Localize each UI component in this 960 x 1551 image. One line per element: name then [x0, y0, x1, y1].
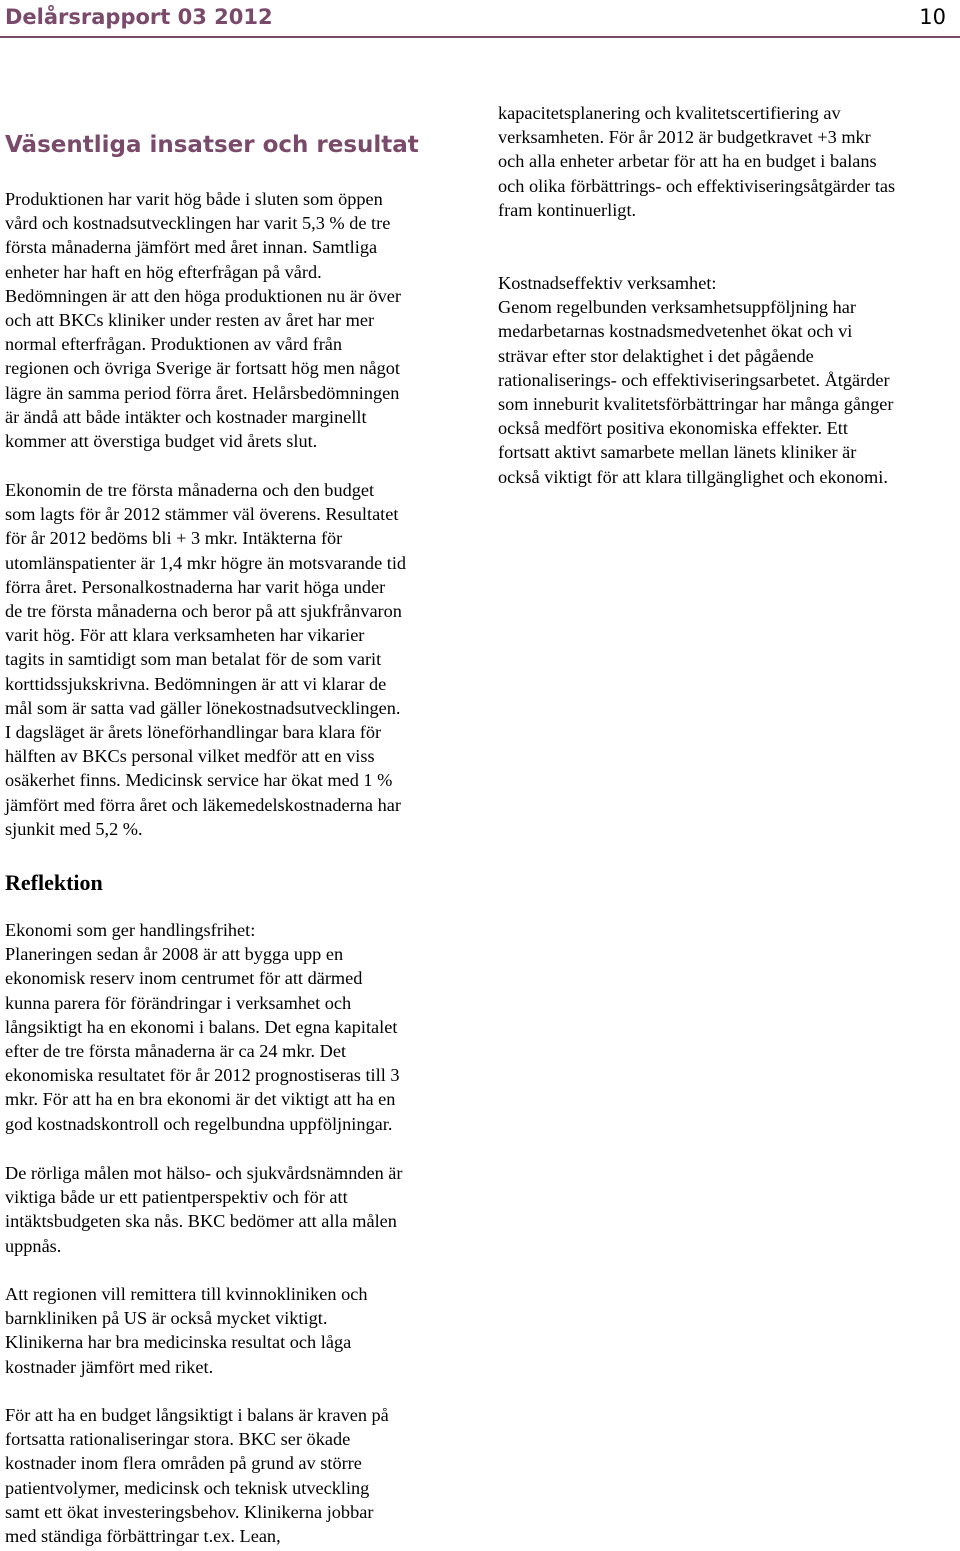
paragraph-cost-effective: Kostnadseffektiv verksamhet: Genom regelbunden verksamhetsuppföljning har medarbetarnas kostnadsmedvetenhet ökat och vi strävar efter stor delaktighet i det pågående rationaliserings- och effektiviseringsarbetet. Åtgärder som inneburit kvalitetsförbättringar har många gånger också medfört positiva ekonomiska effekter. Ett fortsatt aktivt samarbete mellan länets kliniker är också viktigt för att klara tillgänglighet och ekonomi. [498, 273, 894, 487]
report-title: Delårsrapport 03 2012 [5, 5, 273, 29]
section-title: Väsentliga insatser och resultat [5, 132, 419, 158]
paragraph-goals: De rörliga målen mot hälso- och sjukvårdsnämnden är viktiga både ur ett patientperspektiv och för att intäktsbudgeten ska nås. BKC bedömer att alla målen uppnås. [5, 1163, 403, 1256]
paragraph-production: Produktionen har varit hög både i sluten som öppen vård och kostnadsutvecklingen har varit 5,3 % de tre första månaderna jämfört med året innan. Samtliga enheter har haft en hög efterfrågan på vård. Bedömningen är att den höga produktionen nu är över och att BKCs kliniker under resten av året har mer normal efterfrågan. Produktionen av vård från regionen och övriga Sverige är fortsatt hög men något lägre än samma period förra året. Helårsbedömningen är ändå att både intäkter och kostnader marginellt kommer att överstiga budget vid årets slut. [5, 189, 401, 452]
paragraph-capacity-planning: kapacitetsplanering och kvalitetscertifiering av verksamheten. För år 2012 är budgetkravet +3 mkr och alla enheter arbetar för att ha en budget i balans och olika förbättrings- och effektiviseringsåtgärder tas fram kontinuerligt. [498, 103, 896, 220]
reflection-heading: Reflektion [5, 870, 103, 895]
paragraph-economy: Ekonomin de tre första månaderna och den budget som lagts för år 2012 stämmer väl överens. Resultatet för år 2012 bedöms bli + 3 mkr. Intäkterna för utomlänspatienter är 1,4 mkr högre än motsvarande tid förra året. Personalkostnaderna har varit höga under de tre första månaderna och beror på att sjukfrånvaron varit hög. För att klara verksamheten har vikarier tagits in samtidigt som man betalat för de som varit korttidssjukskrivna. Bedömningen är att vi klarar de mål som är satta vad gäller lönekostnadsutvecklingen. I dagsläget är årets löneförhandlingar bara klara för hälften av BKCs personal vilket medför att en viss osäkerhet finns. Medicinsk service har ökat med 1 % jämfört med förra året och läkemedelskostnaderna har sjunkit med 5,2 %. [5, 480, 407, 839]
paragraph-budget-balance: För att ha en budget långsiktigt i balans är kraven på fortsatta rationaliseringar stora. BKC ser ökade kostnader inom flera områden på grund av större patientvolymer, medicinsk och teknisk utveckling samt ett ökat investeringsbehov. Klinikerna jobbar med ständiga förbättringar t.ex. Lean, [5, 1405, 389, 1547]
page-number: 10 [919, 5, 946, 29]
paragraph-referrals: Att regionen vill remittera till kvinnokliniken och barnkliniken på US är också mycket viktigt. Klinikerna har bra medicinska resultat och låga kostnader jämfört med riket. [5, 1284, 368, 1377]
paragraph-financial-freedom: Ekonomi som ger handlingsfrihet: Planeringen sedan år 2008 är att bygga upp en ekonomisk reserv inom centrumet för att därmed kunna parera för förändringar i verksamhet och långsiktigt ha en ekonomi i balans. Det egna kapitalet efter de tre första månaderna är ca 24 mkr. Det ekonomiska resultatet för år 2012 prognostiseras till 3 mkr. För att ha en bra ekonomi är det viktigt att ha en god kostnadskontroll och regelbundna uppföljningar. [5, 920, 400, 1134]
page-header [0, 0, 960, 38]
